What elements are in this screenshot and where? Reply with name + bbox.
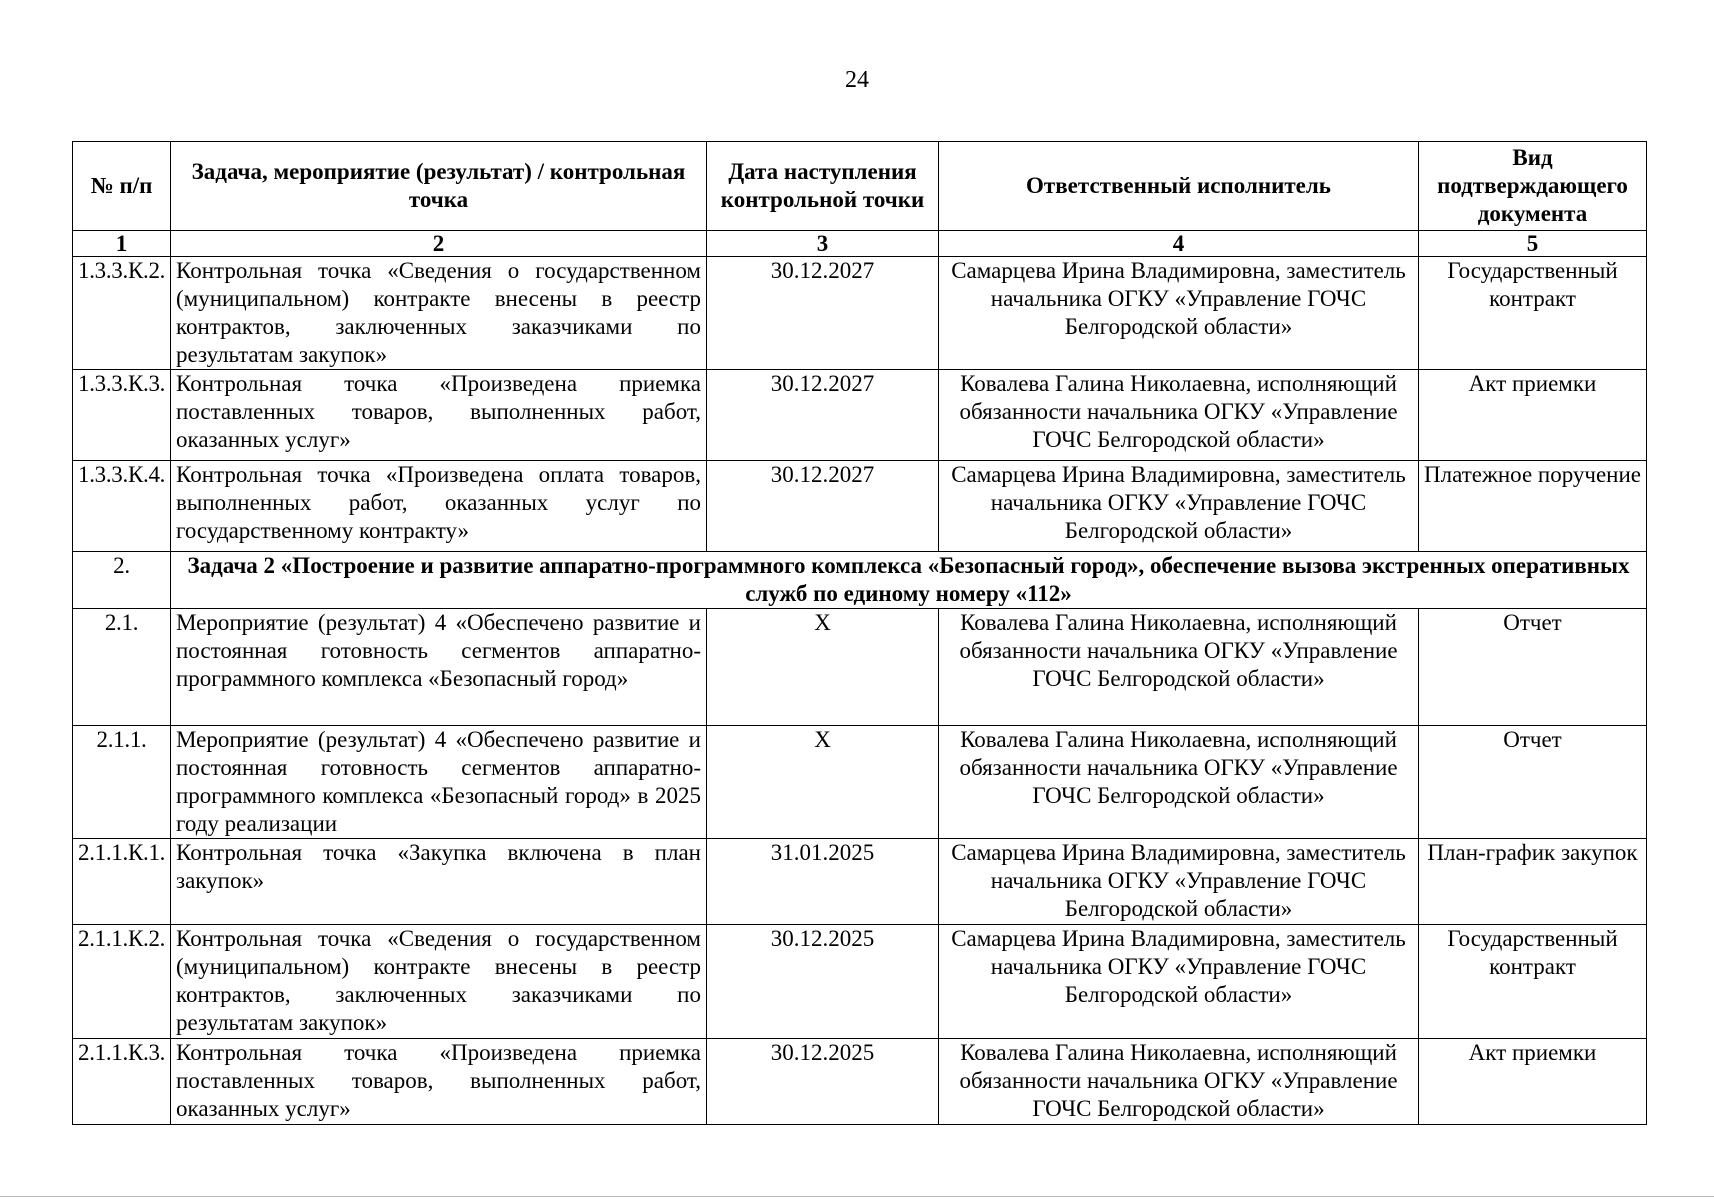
table-row [73,925,1647,1039]
row-document: Отчет [1419,726,1647,839]
row-date: 30.12.2027 [707,257,939,370]
table-row [73,461,1647,552]
row-number: 2.1.1. [73,726,171,839]
column-number: 3 [707,231,939,257]
section-row [73,552,1647,609]
column-number: 4 [939,231,1419,257]
table-header-row [73,142,1647,231]
row-task: Мероприятие (результат) 4 «Обеспечено развитие и постоянная готовность сегментов аппаратно-программного комплекса «Безопасный город» [171,609,707,726]
row-document: Акт приемки [1419,370,1647,461]
table-row [73,726,1647,839]
table-row [73,370,1647,461]
column-number: 1 [73,231,171,257]
row-date: Х [707,609,939,726]
table-row [73,257,1647,370]
row-date: Х [707,726,939,839]
row-date: 30.12.2025 [707,925,939,1039]
row-number: 1.3.3.К.4. [73,461,171,552]
row-task: Контрольная точка «Закупка включена в план закупок» [171,839,707,925]
row-document: Акт приемки [1419,1039,1647,1125]
section-number: 2. [73,552,171,609]
row-task: Мероприятие (результат) 4 «Обеспечено развитие и постоянная готовность сегментов аппаратно-программного комплекса «Безопасный город» в 2025 году реализации [171,726,707,839]
row-responsible: Самарцева Ирина Владимировна, заместитель начальника ОГКУ «Управление ГОЧС Белгородской области» [939,257,1419,370]
table-row [73,609,1647,726]
row-responsible: Самарцева Ирина Владимировна, заместитель начальника ОГКУ «Управление ГОЧС Белгородской области» [939,839,1419,925]
row-task: Контрольная точка «Сведения о государственном (муниципальном) контракте внесены в реестр контрактов, заключенных заказчиками по результатам закупок» [171,925,707,1039]
column-number: 5 [1419,231,1647,257]
header-task: Задача, мероприятие (результат) / контрольная точка [171,142,707,231]
row-task: Контрольная точка «Произведена оплата товаров, выполненных работ, оказанных услуг по государственному контракту» [171,461,707,552]
row-task: Контрольная точка «Произведена приемка поставленных товаров, выполненных работ, оказанных услуг» [171,1039,707,1125]
column-number: 2 [171,231,707,257]
row-date: 30.12.2025 [707,1039,939,1125]
row-number: 2.1. [73,609,171,726]
row-responsible: Самарцева Ирина Владимировна, заместитель начальника ОГКУ «Управление ГОЧС Белгородской области» [939,925,1419,1039]
row-document: Отчет [1419,609,1647,726]
row-document: Государственный контракт [1419,925,1647,1039]
row-responsible: Ковалева Галина Николаевна, исполняющий обязанности начальника ОГКУ «Управление ГОЧС Белгородской области» [939,370,1419,461]
control-points-table [72,141,1647,1125]
row-document: План-график закупок [1419,839,1647,925]
row-task: Контрольная точка «Сведения о государственном (муниципальном) контракте внесены в реестр контрактов, заключенных заказчиками по результатам закупок» [171,257,707,370]
row-responsible: Ковалева Галина Николаевна, исполняющий обязанности начальника ОГКУ «Управление ГОЧС Белгородской области» [939,1039,1419,1125]
row-date: 30.12.2027 [707,370,939,461]
table-row [73,839,1647,925]
row-responsible: Ковалева Галина Николаевна, исполняющий обязанности начальника ОГКУ «Управление ГОЧС Белгородской области» [939,726,1419,839]
header-responsible: Ответственный исполнитель [939,142,1419,231]
header-document: Вид подтверждающего документа [1419,142,1647,231]
row-number: 2.1.1.К.2. [73,925,171,1039]
row-date: 31.01.2025 [707,839,939,925]
header-date: Дата наступления контрольной точки [707,142,939,231]
page-number: 24 [845,67,869,93]
row-responsible: Самарцева Ирина Владимировна, заместитель начальника ОГКУ «Управление ГОЧС Белгородской области» [939,461,1419,552]
row-document: Платежное поручение [1419,461,1647,552]
scan-edge-line [0,1196,1714,1197]
row-responsible: Ковалева Галина Николаевна, исполняющий обязанности начальника ОГКУ «Управление ГОЧС Белгородской области» [939,609,1419,726]
column-number-row [73,231,1647,257]
row-task: Контрольная точка «Произведена приемка поставленных товаров, выполненных работ, оказанных услуг» [171,370,707,461]
section-title: Задача 2 «Построение и развитие аппаратно-программного комплекса «Безопасный город», обеспечение вызова экстренных оперативных служб по единому номеру «112» [171,552,1647,609]
row-number: 1.3.3.К.2. [73,257,171,370]
row-number: 1.3.3.К.3. [73,370,171,461]
table-row [73,1039,1647,1125]
row-number: 2.1.1.К.1. [73,839,171,925]
row-document: Государственный контракт [1419,257,1647,370]
row-number: 2.1.1.К.3. [73,1039,171,1125]
row-date: 30.12.2027 [707,461,939,552]
header-num: № п/п [73,142,171,231]
